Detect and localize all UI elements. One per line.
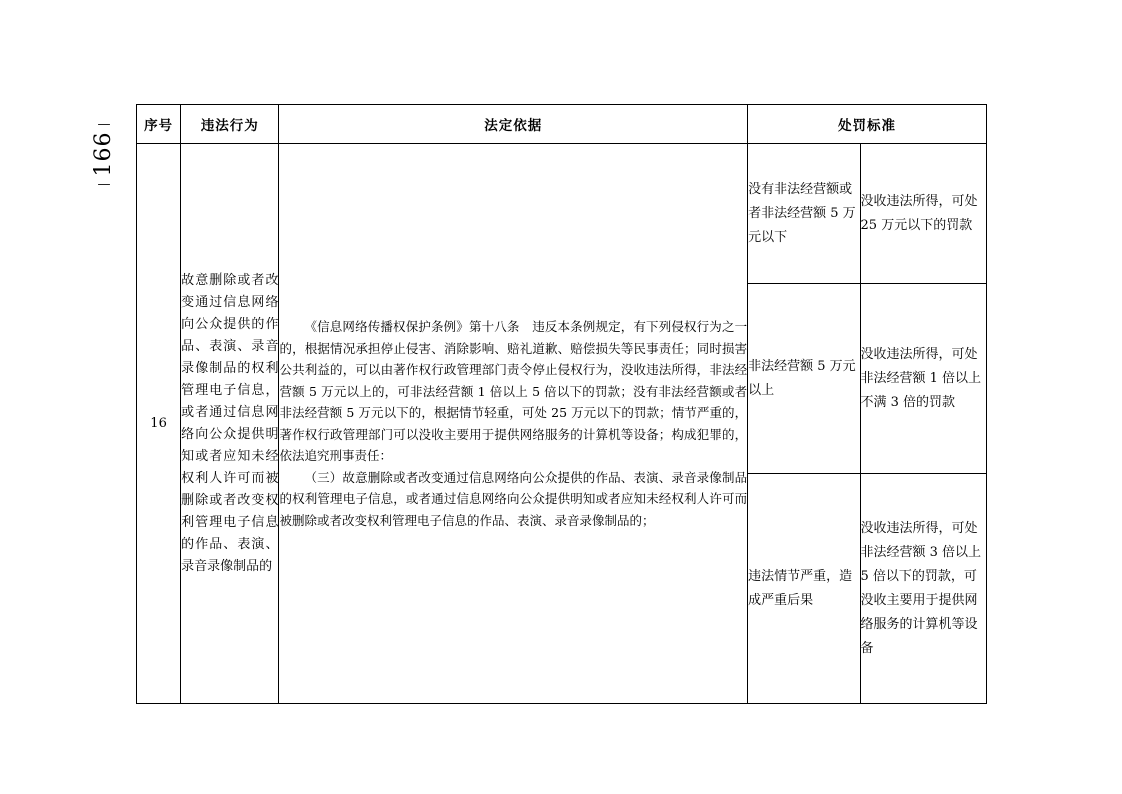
folio-dash-bottom: — bbox=[97, 177, 111, 192]
folio-number: 166 bbox=[91, 131, 116, 177]
cell-serial-number: 16 bbox=[137, 144, 181, 704]
penalty-table bbox=[136, 104, 987, 704]
table-row bbox=[137, 144, 987, 284]
header-cell-penalty: 处罚标准 bbox=[748, 105, 987, 144]
table-header-row bbox=[137, 105, 987, 144]
page-folio bbox=[74, 117, 134, 196]
cell-penalty-condition: 违法情节严重，造成严重后果 bbox=[748, 474, 860, 704]
folio-dash-top: — bbox=[97, 117, 111, 132]
cell-penalty-standard: 没收违法所得，可处 25 万元以下的罚款 bbox=[860, 144, 986, 284]
header-cell-no: 序号 bbox=[137, 105, 181, 144]
header-cell-law: 法定依据 bbox=[279, 105, 748, 144]
legal-basis-paragraph-2: （三）故意删除或者改变通过信息网络向公众提供的作品、表演、录音录像制品的权利管理电子信息，或者通过信息网络向公众提供明知或者应知未经权利人许可而被删除或者改变权利管理电子信息的作品、表演、录音录像制品的； bbox=[279, 469, 748, 528]
cell-legal-basis bbox=[279, 144, 748, 704]
cell-penalty-standard: 没收违法所得，可处非法经营额 3 倍以上 5 倍以下的罚款，可没收主要用于提供网络服务的计算机等设备 bbox=[860, 474, 986, 704]
legal-basis-paragraph-1: 《信息网络传播权保护条例》第十八条 违反本条例规定，有下列侵权行为之一的，根据情况承担停止侵害、消除影响、赔礼道歉、赔偿损失等民事责任；同时损害公共利益的，可以由著作权行政管理部门责令停止侵权行为，没收违法所得，非法经营额 5 万元以上的，可非法经营额 1 倍以上 5 倍以下的罚款；没有非法经营额或者非法经营额 5 万元以下的，根据情节轻重，可处 25 万元以下的罚款；情节严重的，著作权行政管理部门可以没收主要用于提供网络服务的计算机等设备；构成犯罪的，依法追究刑事责任： bbox=[279, 319, 748, 463]
cell-penalty-condition: 没有非法经营额或者非法经营额 5 万元以下 bbox=[748, 144, 860, 284]
cell-penalty-condition: 非法经营额 5 万元以上 bbox=[748, 284, 860, 474]
cell-penalty-standard: 没收违法所得，可处非法经营额 1 倍以上不满 3 倍的罚款 bbox=[860, 284, 986, 474]
header-cell-act: 违法行为 bbox=[181, 105, 279, 144]
cell-illegal-act: 故意删除或者改变通过信息网络向公众提供的作品、表演、录音录像制品的权利管理电子信息，或者通过信息网络向公众提供明知或者应知未经权利人许可而被删除或者改变权利管理电子信息的作品、表演、录音录像制品的 bbox=[181, 144, 279, 704]
